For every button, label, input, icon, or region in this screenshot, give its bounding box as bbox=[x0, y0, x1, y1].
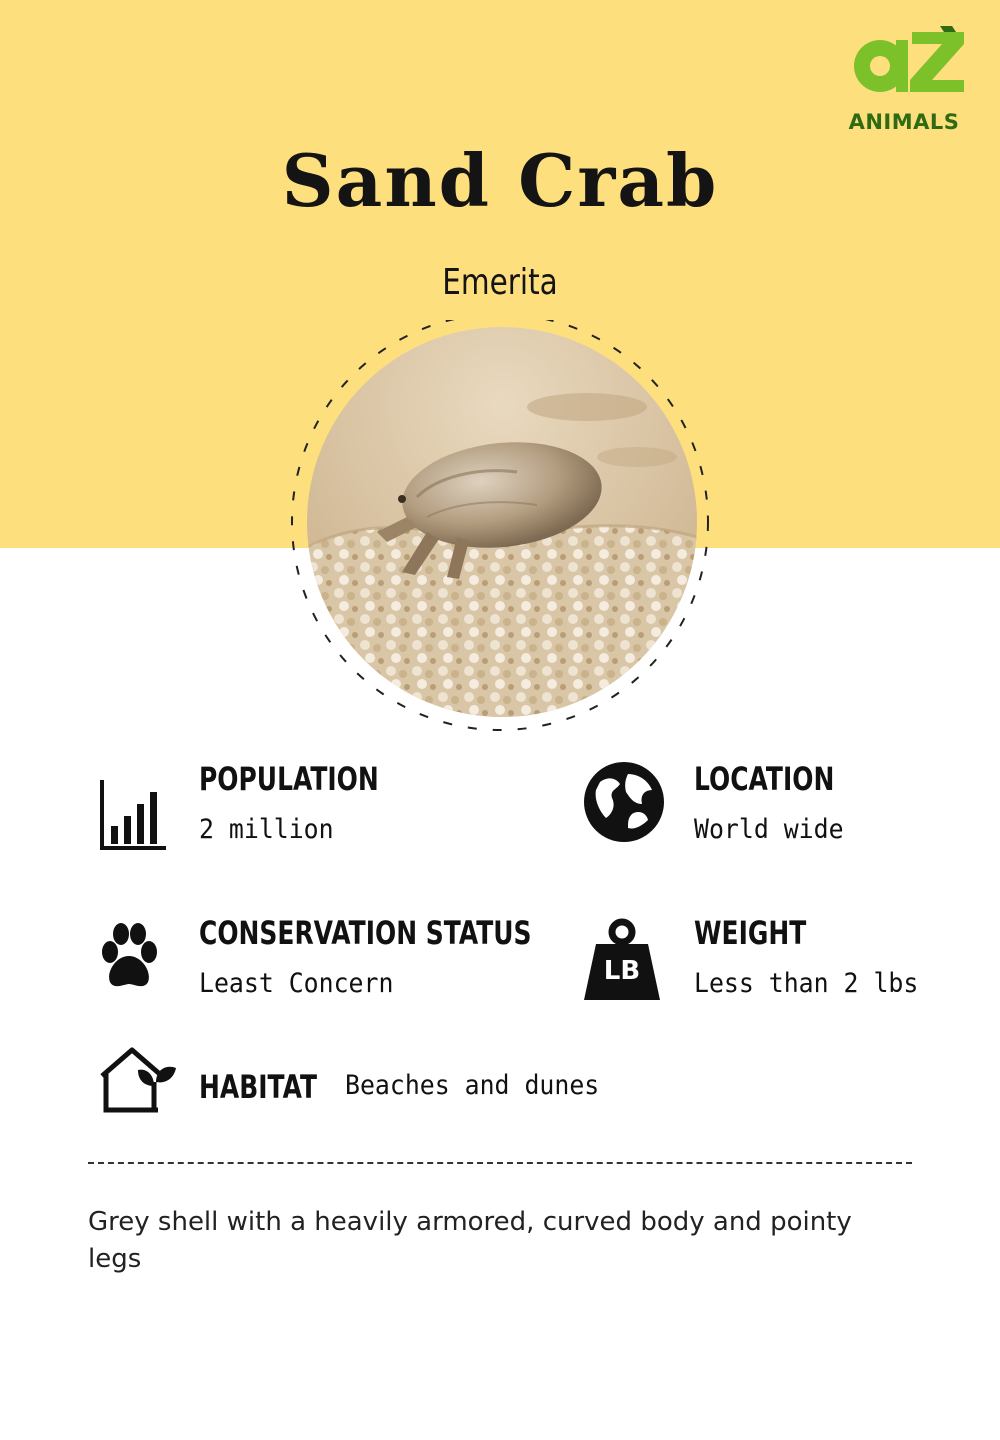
conservation-status-value: Least Concern bbox=[199, 968, 394, 999]
sand-crab-photo bbox=[307, 327, 697, 717]
az-logo-mark bbox=[848, 22, 968, 98]
logo-wordmark: ANIMALS bbox=[848, 110, 960, 134]
weight-icon-text: LB bbox=[603, 956, 641, 986]
weight-label: WEIGHT bbox=[694, 914, 807, 952]
habitat-value: Beaches and dunes bbox=[345, 1070, 600, 1101]
conservation-status-label: CONSERVATION STATUS bbox=[199, 914, 532, 952]
section-divider bbox=[88, 1162, 912, 1164]
population-value: 2 million bbox=[199, 814, 334, 845]
weight-value: Less than 2 lbs bbox=[694, 968, 919, 999]
sand-crab-illustration bbox=[307, 327, 697, 717]
az-animals-logo[interactable] bbox=[842, 22, 972, 134]
habitat-label: HABITAT bbox=[199, 1068, 318, 1106]
population-label: POPULATION bbox=[199, 760, 379, 798]
bar-chart-icon bbox=[98, 778, 168, 852]
house-sprout-icon bbox=[98, 1046, 178, 1114]
globe-icon bbox=[582, 760, 666, 844]
weight-icon bbox=[582, 918, 662, 1002]
location-label: LOCATION bbox=[694, 760, 835, 798]
location-value: World wide bbox=[694, 814, 844, 845]
paw-icon bbox=[96, 922, 162, 990]
scientific-name: Emerita bbox=[442, 262, 558, 303]
animal-name: Sand Crab bbox=[281, 138, 719, 223]
animal-description: Grey shell with a heavily armored, curved body and pointy legs bbox=[88, 1207, 852, 1274]
